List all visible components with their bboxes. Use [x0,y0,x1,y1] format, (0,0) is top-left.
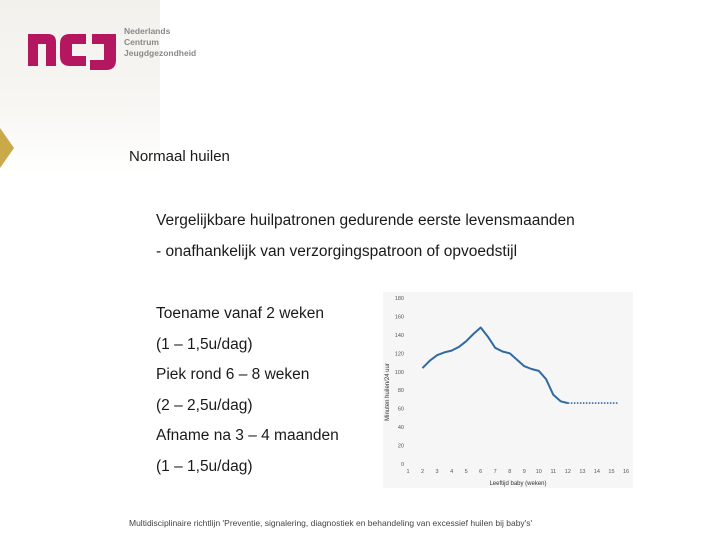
logo-line-3: Jeugdgezondheid [124,48,197,58]
x-tick-label: 8 [508,469,512,475]
y-tick-label: 20 [397,443,404,450]
footer-source: Multidisciplinaire richtlijn 'Preventie, signalering, diagnostiek en behandeling van excessief huilen bij baby's' [129,518,533,528]
x-tick-label: 5 [464,469,468,475]
body-line-7: Afname na 3 – 4 maanden [156,427,339,444]
chart-x-label: Leeftijd baby (weken) [489,481,547,487]
y-tick-label: 100 [394,369,404,376]
crying-chart [383,292,633,488]
x-tick-label: 15 [608,469,615,475]
x-tick-label: 6 [479,469,483,475]
body-line-4: (1 – 1,5u/dag) [156,336,253,353]
body-line-1: Vergelijkbare huilpatronen gedurende eerste levensmaanden [156,212,575,229]
series-line-measured [423,328,568,404]
y-tick-label: 40 [397,425,404,432]
x-tick-label: 10 [535,469,542,475]
x-tick-label: 9 [522,469,526,475]
ncj-logo-mark [26,26,120,70]
x-tick-label: 14 [593,469,600,475]
x-tick-label: 13 [579,469,586,475]
body-line-5: Piek rond 6 – 8 weken [156,366,310,383]
crying-chart-svg [383,292,633,488]
y-tick-label: 160 [394,314,404,321]
y-tick-label: 180 [394,296,404,302]
x-tick-label: 7 [493,469,497,475]
x-tick-label: 12 [564,469,571,475]
x-tick-label: 11 [550,469,557,475]
y-tick-label: 0 [400,462,404,468]
body-line-6: (2 – 2,5u/dag) [156,397,253,414]
body-line-3: Toename vanaf 2 weken [156,305,325,322]
chart-y-label: Minuten huilen/24 uur [385,363,391,421]
x-tick-label: 1 [406,469,410,475]
y-tick-label: 80 [397,388,404,395]
x-tick-label: 4 [450,469,454,475]
slide-title: Normaal huilen [129,148,230,165]
slide-marker-arrow [0,128,14,168]
y-tick-label: 140 [394,332,404,339]
logo-wordmark [124,26,196,59]
body-line-2: - onafhankelijk van verzorgingspatroon of opvoedstijl [156,243,518,260]
logo-line-2: Centrum [124,37,159,47]
y-tick-label: 60 [397,406,404,413]
logo-line-1: Nederlands [124,26,171,36]
x-tick-label: 2 [421,469,425,475]
y-tick-label: 120 [394,351,404,358]
x-tick-label: 3 [435,469,439,475]
x-tick-label: 16 [622,469,630,475]
body-line-8: (1 – 1,5u/dag) [156,458,253,475]
